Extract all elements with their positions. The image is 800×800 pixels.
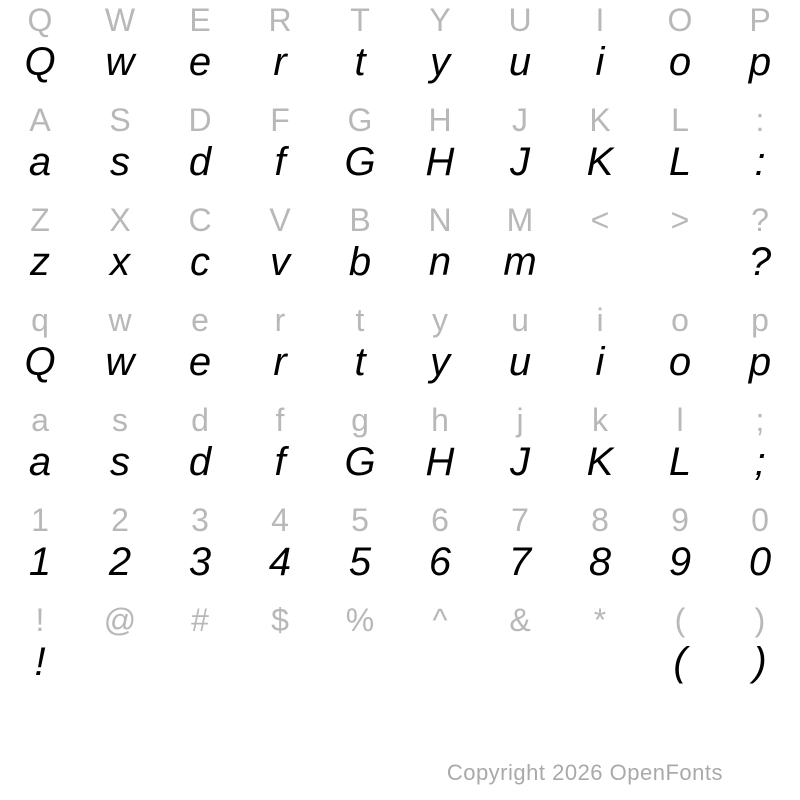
reference-glyph: : xyxy=(755,101,765,138)
reference-glyph: 1 xyxy=(31,501,49,538)
specimen-glyph: w xyxy=(105,39,135,84)
reference-glyph: A xyxy=(29,101,51,138)
specimen-glyph: d xyxy=(188,139,212,184)
reference-glyph: L xyxy=(671,101,689,138)
reference-glyph: d xyxy=(191,401,209,438)
reference-glyph: R xyxy=(268,1,292,38)
specimen-glyph: L xyxy=(668,139,692,184)
reference-glyph: & xyxy=(509,601,531,638)
specimen-glyph: J xyxy=(510,439,530,484)
specimen-glyph: o xyxy=(668,339,692,384)
reference-glyph: M xyxy=(506,201,534,238)
specimen-glyph xyxy=(400,636,480,688)
reference-glyph: 8 xyxy=(591,501,609,538)
reference-glyph: 5 xyxy=(351,501,369,538)
specimen-row xyxy=(0,636,800,688)
specimen-glyph xyxy=(80,636,160,688)
reference-row xyxy=(0,400,800,440)
reference-glyph: Y xyxy=(429,1,451,38)
specimen-glyph: a xyxy=(28,439,52,484)
specimen-glyph: i xyxy=(595,339,605,384)
specimen-glyph: s xyxy=(110,139,130,184)
reference-row xyxy=(0,0,800,40)
reference-glyph: G xyxy=(347,101,373,138)
specimen-glyph: 8 xyxy=(588,539,612,584)
specimen-glyph: L xyxy=(668,439,692,484)
reference-glyph: T xyxy=(350,1,370,38)
specimen-glyph: a xyxy=(28,139,52,184)
reference-glyph: P xyxy=(749,1,771,38)
specimen-glyph: 9 xyxy=(668,539,692,584)
specimen-glyph: i xyxy=(595,39,605,84)
reference-glyph: r xyxy=(274,301,286,338)
reference-glyph: ) xyxy=(754,601,766,638)
reference-glyph: q xyxy=(31,301,49,338)
reference-glyph: s xyxy=(112,401,128,438)
specimen-glyph: ! xyxy=(34,639,46,684)
reference-glyph: 4 xyxy=(271,501,289,538)
reference-glyph: o xyxy=(671,301,689,338)
specimen-row xyxy=(0,136,800,188)
specimen-glyph: w xyxy=(105,339,135,384)
specimen-glyph xyxy=(320,636,400,688)
specimen-glyph: 3 xyxy=(188,539,212,584)
specimen-glyph: e xyxy=(188,39,212,84)
glyph-row-pair xyxy=(0,200,800,300)
specimen-glyph xyxy=(240,636,320,688)
reference-glyph: E xyxy=(189,1,211,38)
specimen-glyph: y xyxy=(430,339,450,384)
reference-glyph: l xyxy=(676,401,684,438)
specimen-glyph: r xyxy=(273,39,287,84)
reference-glyph: J xyxy=(512,101,528,138)
reference-glyph: W xyxy=(104,1,136,38)
reference-glyph: h xyxy=(431,401,449,438)
reference-glyph: p xyxy=(751,301,769,338)
specimen-glyph: G xyxy=(344,139,376,184)
specimen-glyph: v xyxy=(270,239,290,284)
specimen-glyph: z xyxy=(30,239,50,284)
specimen-glyph: t xyxy=(354,39,366,84)
reference-glyph: ; xyxy=(755,401,765,438)
reference-glyph: i xyxy=(596,301,604,338)
specimen-glyph: p xyxy=(748,339,772,384)
reference-glyph: f xyxy=(275,401,285,438)
specimen-glyph: : xyxy=(754,139,766,184)
reference-glyph: g xyxy=(351,401,369,438)
specimen-glyph: o xyxy=(668,39,692,84)
specimen-glyph: H xyxy=(425,439,455,484)
reference-glyph: C xyxy=(188,201,212,238)
reference-glyph: K xyxy=(589,101,611,138)
reference-row xyxy=(0,500,800,540)
reference-glyph: O xyxy=(667,1,693,38)
reference-glyph: S xyxy=(109,101,131,138)
reference-glyph: I xyxy=(595,1,605,38)
reference-glyph: D xyxy=(188,101,212,138)
specimen-glyph: f xyxy=(274,439,286,484)
specimen-glyph: x xyxy=(110,239,130,284)
specimen-row xyxy=(0,536,800,588)
specimen-glyph xyxy=(560,636,640,688)
reference-glyph: $ xyxy=(271,601,289,638)
specimen-glyph: m xyxy=(503,239,537,284)
specimen-glyph: b xyxy=(348,239,372,284)
copyright-text: Copyright 2026 OpenFonts xyxy=(446,760,723,785)
reference-glyph: F xyxy=(270,101,290,138)
specimen-glyph: 1 xyxy=(28,539,52,584)
specimen-glyph: 6 xyxy=(428,539,452,584)
reference-glyph: 9 xyxy=(671,501,689,538)
reference-glyph: 2 xyxy=(111,501,129,538)
specimen-glyph: Q xyxy=(24,39,56,84)
specimen-glyph: G xyxy=(344,439,376,484)
reference-row xyxy=(0,600,800,640)
specimen-glyph: 7 xyxy=(508,539,532,584)
reference-row xyxy=(0,100,800,140)
specimen-row xyxy=(0,36,800,88)
glyph-row-pair xyxy=(0,400,800,500)
reference-row xyxy=(0,200,800,240)
reference-glyph: e xyxy=(191,301,209,338)
specimen-row xyxy=(0,436,800,488)
glyph-row-pair xyxy=(0,500,800,600)
specimen-glyph: 4 xyxy=(268,539,292,584)
reference-glyph: * xyxy=(593,601,607,638)
specimen-glyph: y xyxy=(430,39,450,84)
specimen-glyph: ? xyxy=(748,239,772,284)
specimen-glyph: K xyxy=(586,439,614,484)
reference-glyph: U xyxy=(508,1,532,38)
reference-glyph: # xyxy=(191,601,209,638)
reference-glyph: 0 xyxy=(751,501,769,538)
specimen-row xyxy=(0,336,800,388)
specimen-glyph: 0 xyxy=(748,539,772,584)
specimen-row xyxy=(0,236,800,288)
reference-glyph: u xyxy=(511,301,529,338)
specimen-glyph: J xyxy=(510,139,530,184)
specimen-glyph: n xyxy=(428,239,452,284)
reference-row xyxy=(0,300,800,340)
specimen-glyph: r xyxy=(273,339,287,384)
reference-glyph: a xyxy=(31,401,49,438)
reference-glyph: Q xyxy=(27,1,53,38)
reference-glyph: ! xyxy=(35,601,45,638)
specimen-glyph xyxy=(480,636,560,688)
specimen-glyph: 5 xyxy=(348,539,372,584)
glyph-row-pair xyxy=(0,0,800,100)
specimen-glyph: ( xyxy=(673,639,687,684)
reference-glyph: 7 xyxy=(511,501,529,538)
reference-glyph: 3 xyxy=(191,501,209,538)
reference-glyph: ? xyxy=(751,201,769,238)
specimen-glyph: c xyxy=(190,239,210,284)
reference-glyph: > xyxy=(670,201,690,238)
specimen-glyph xyxy=(640,236,720,288)
reference-glyph: < xyxy=(590,201,610,238)
glyph-row-pair xyxy=(0,100,800,200)
specimen-glyph: d xyxy=(188,439,212,484)
specimen-glyph: K xyxy=(586,139,614,184)
reference-glyph: ( xyxy=(674,601,686,638)
specimen-glyph: f xyxy=(274,139,286,184)
specimen-glyph: u xyxy=(508,339,532,384)
reference-glyph: 6 xyxy=(431,501,449,538)
reference-glyph: w xyxy=(108,301,132,338)
specimen-glyph: s xyxy=(110,439,130,484)
reference-glyph: t xyxy=(355,301,365,338)
specimen-glyph xyxy=(160,636,240,688)
specimen-glyph: Q xyxy=(24,339,56,384)
specimen-glyph: H xyxy=(425,139,455,184)
reference-glyph: Z xyxy=(30,201,50,238)
reference-glyph: N xyxy=(428,201,452,238)
reference-glyph: H xyxy=(428,101,452,138)
reference-glyph: k xyxy=(592,401,608,438)
reference-glyph: ^ xyxy=(432,601,448,638)
specimen-glyph xyxy=(560,236,640,288)
reference-glyph: X xyxy=(109,201,131,238)
reference-glyph: j xyxy=(516,401,524,438)
specimen-glyph: ) xyxy=(753,639,767,684)
reference-glyph: % xyxy=(345,601,375,638)
reference-glyph: y xyxy=(432,301,448,338)
glyph-row-pair xyxy=(0,300,800,400)
specimen-glyph: p xyxy=(748,39,772,84)
specimen-glyph: t xyxy=(354,339,366,384)
reference-glyph: @ xyxy=(103,601,137,638)
reference-glyph: V xyxy=(269,201,291,238)
reference-glyph: B xyxy=(349,201,371,238)
specimen-glyph: u xyxy=(508,39,532,84)
specimen-glyph: ; xyxy=(754,439,766,484)
glyph-row-pair xyxy=(0,600,800,700)
specimen-glyph: 2 xyxy=(108,539,132,584)
specimen-glyph: e xyxy=(188,339,212,384)
